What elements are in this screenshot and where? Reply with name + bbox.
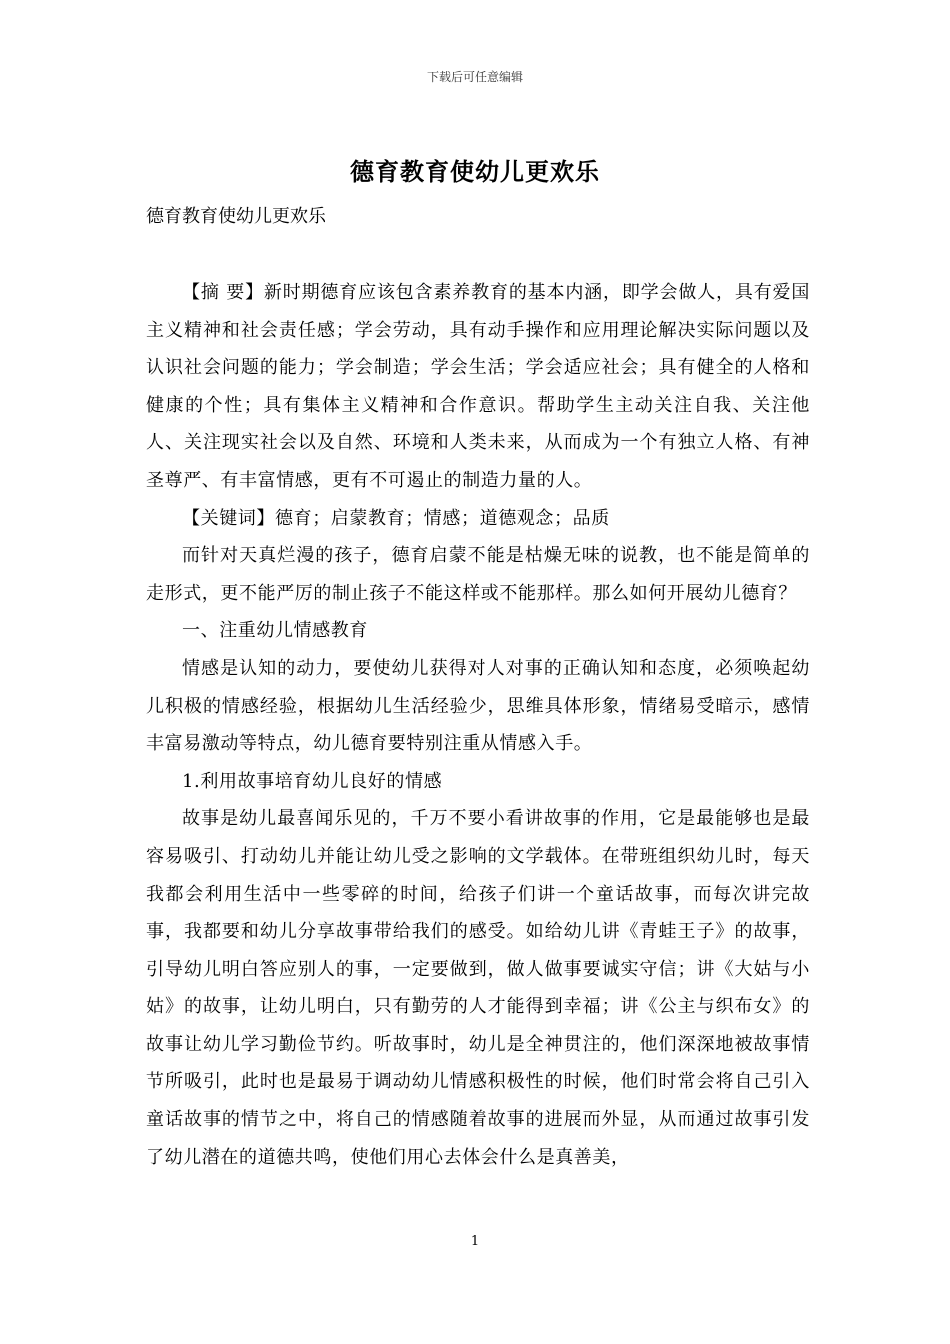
intro-paragraph: 而针对天真烂漫的孩子，德育启蒙不能是枯燥无味的说教，也不能是简单的走形式，更不能严厉的制止孩子不能这样或不能那样。那么如何开展幼儿德育？ bbox=[146, 545, 810, 604]
abstract-paragraph: 【摘 要】新时期德育应该包含素养教育的基本内涵，即学会做人，具有爱国主义精神和社会责任感；学会劳动，具有动手操作和应用理论解决实际问题以及认识社会问题的能力；学会制造；学会生活；学会适应社会；具有健全的人格和健康的个性；具有集体主义精神和合作意识。帮助学生主动关注自我、关注他人、关注现实社会以及自然、环境和人类未来，从而成为一个有独立人格、有神圣尊严、有丰富情感，更有不可遏止的制造力量的人。 bbox=[146, 282, 810, 491]
document-title: 德育教育使幼儿更欢乐 bbox=[350, 157, 600, 186]
keywords-paragraph: 【关键词】德育；启蒙教育；情感；道德观念；品质 bbox=[182, 507, 610, 529]
page-number: 1 bbox=[470, 1234, 480, 1249]
document-body bbox=[146, 198, 810, 1176]
body-paragraph: 故事是幼儿最喜闻乐见的，千万不要小看讲故事的作用，它是最能够也是最容易吸引、打动幼儿并能让幼儿受之影响的文学载体。在带班组织幼儿时，每天我都会利用生活中一些零碎的时间，给孩子们讲一个童话故事，而每次讲完故事，我都要和幼儿分享故事带给我们的感受。如给幼儿讲《青蛙王子》的故事，引导幼儿明白答应别人的事，一定要做到，做人做事要诚实守信；讲《大姑与小姑》的故事，让幼儿明白，只有勤劳的人才能得到幸福；讲《公主与织布女》的故事让幼儿学习勤俭节约。听故事时，幼儿是全神贯注的，他们深深地被故事情节所吸引，此时也是最易于调动幼儿情感积极性的时候，他们时常会将自己引入童话故事的情节之中，将自己的情感随着故事的进展而外显，从而通过故事引发了幼儿潜在的道德共鸣，使他们用心去体会什么是真善美， bbox=[146, 808, 810, 1168]
document-subtitle: 德育教育使幼儿更欢乐 bbox=[146, 206, 326, 227]
body-paragraph: 情感是认知的动力，要使幼儿获得对人对事的正确认知和态度，必须唤起幼儿积极的情感经验，根据幼儿生活经验少，思维具体形象，情绪易受暗示，感情丰富易激动等特点，幼儿德育要特别注重从情感入手。 bbox=[146, 657, 810, 755]
page-header: 下载后可任意编辑 bbox=[426, 70, 523, 84]
subsection-heading: 1.利用故事培育幼儿良好的情感 bbox=[182, 770, 443, 792]
section-heading: 一、注重幼儿情感教育 bbox=[182, 620, 368, 642]
